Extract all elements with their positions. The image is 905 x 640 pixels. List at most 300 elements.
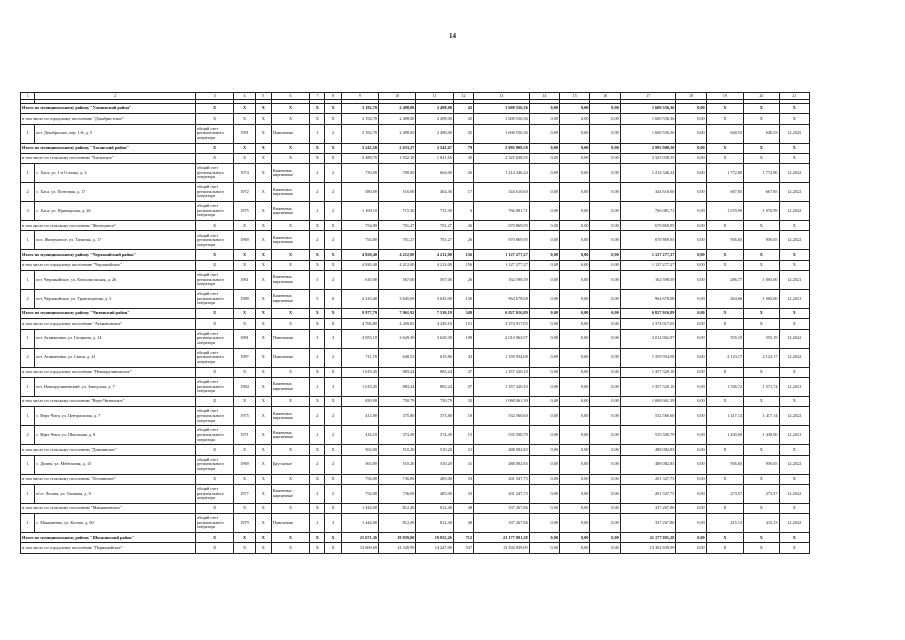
table-cell: 201 347,75 xyxy=(474,474,530,484)
table-cell: X xyxy=(706,260,743,270)
table-cell: X xyxy=(255,348,271,367)
table-cell: 2 498,00 xyxy=(416,104,453,114)
table-cell: 4 766,80 xyxy=(341,319,378,329)
table-cell: 162 598,59 xyxy=(620,271,676,290)
table-cell: общий счет регионального оператора xyxy=(195,164,233,183)
table-cell: 667,85 xyxy=(706,183,743,202)
table-cell: 0,00 xyxy=(529,202,559,221)
table-cell: 1969 xyxy=(234,231,255,250)
table-cell: X xyxy=(779,250,809,260)
table-cell: 0,00 xyxy=(560,445,590,455)
table-cell: 337 267,86 xyxy=(474,503,530,513)
table-cell: 563,00 xyxy=(341,445,378,455)
table-cell: 750,79 xyxy=(379,396,416,406)
table-cell: 736,00 xyxy=(379,484,416,503)
table-cell: 510,20 xyxy=(416,445,453,455)
table-cell: общий счет регионального оператора xyxy=(195,348,233,367)
table-cell: 1979 xyxy=(234,514,255,533)
table-cell: 2 xyxy=(21,290,35,309)
table-cell: X xyxy=(744,445,779,455)
table-cell: 0,00 xyxy=(590,309,620,319)
table-cell: в том числе по городскому поселению "Черлакайское" xyxy=(21,260,196,270)
table-cell: X xyxy=(234,104,255,114)
table-cell: X xyxy=(234,396,255,406)
table-cell: X xyxy=(706,221,743,231)
table-cell: 0,00 xyxy=(676,309,706,319)
table-cell: 1 444,00 xyxy=(341,503,378,513)
table-cell: 0,00 xyxy=(590,533,620,543)
table-cell: 883,24 xyxy=(379,367,416,377)
table-cell: 488 082,83 xyxy=(474,445,530,455)
table-cell: 0,00 xyxy=(590,377,620,396)
table-cell: 0,00 xyxy=(560,329,590,348)
table-cell: 667,85 xyxy=(744,183,779,202)
table-cell: 0,00 xyxy=(590,250,620,260)
table-cell: X xyxy=(234,319,255,329)
table-cell: X xyxy=(744,309,779,319)
table-cell: 33 xyxy=(453,474,473,484)
table-cell: X xyxy=(255,319,271,329)
table-cell: 1972 xyxy=(234,183,255,202)
table-cell: X xyxy=(234,543,255,553)
table-cell: общий счет регионального оператора xyxy=(195,290,233,309)
table-cell: X xyxy=(255,309,271,319)
table-cell: 1 357 320,10 xyxy=(620,377,676,396)
table-cell: 1 430,00 xyxy=(744,426,779,445)
table-cell: 0,00 xyxy=(590,514,620,533)
table-cell: 0,00 xyxy=(560,533,590,543)
table-cell: 201 347,75 xyxy=(474,484,530,503)
table-cell: 3 192,70 xyxy=(341,114,378,124)
table-cell: Панельные xyxy=(271,348,309,367)
table-row xyxy=(21,407,810,426)
summary-row xyxy=(21,260,810,270)
table-cell: 15 xyxy=(560,93,590,100)
table-cell: 2 xyxy=(325,164,341,183)
table-cell: X xyxy=(255,290,271,309)
table-cell: X xyxy=(255,367,271,377)
table-cell: Каменные, кирпичные xyxy=(271,484,309,503)
table-cell: X xyxy=(310,319,325,329)
table-cell: 739,00 xyxy=(341,164,378,183)
table-cell: 516,00 xyxy=(379,183,416,202)
table-cell: Брусчатые xyxy=(271,455,309,474)
table-cell: X xyxy=(255,503,271,513)
table-cell: 812,40 xyxy=(416,503,453,513)
table-cell: 48 xyxy=(453,514,473,533)
table-cell: 0,00 xyxy=(590,231,620,250)
table-cell: 344 610,60 xyxy=(620,183,676,202)
table-cell: 0,00 xyxy=(529,153,559,163)
table-cell: X xyxy=(706,143,743,153)
table-cell: X xyxy=(255,329,271,348)
table-cell: с. Маккавеево, ул. Котова, д. 60 xyxy=(35,514,196,533)
table-cell: X xyxy=(310,250,325,260)
table-cell: 3 xyxy=(195,93,233,100)
table-cell: X xyxy=(271,445,309,455)
table-cell: 2 xyxy=(325,348,341,367)
table-cell: 0,00 xyxy=(560,114,590,124)
table-cell: 8 xyxy=(325,93,341,100)
table-cell: Панельные xyxy=(271,514,309,533)
table-cell: X xyxy=(255,474,271,484)
table-cell: 1 065,00 xyxy=(744,271,779,290)
table-cell: X xyxy=(779,445,809,455)
summary-row xyxy=(21,533,810,543)
table-cell: 337 267,86 xyxy=(474,514,530,533)
table-cell: 956,65 xyxy=(744,231,779,250)
table-cell: в том числе по городскому поселению "Атамановское" xyxy=(21,319,196,329)
table-cell: с. Хаса, ул. Почтовая, д. 17 xyxy=(35,183,196,202)
table-cell: 1 xyxy=(21,377,35,396)
summary-row xyxy=(21,143,810,153)
table-cell: 0,00 xyxy=(560,231,590,250)
page-number: 14 xyxy=(449,32,456,40)
table-cell: 2 123,17 xyxy=(744,348,779,367)
table-cell: 2 xyxy=(325,455,341,474)
table-cell: общий счет регионального оператора xyxy=(195,514,233,533)
table-cell: 79 xyxy=(453,143,473,153)
table-cell: 2 995 908,50 xyxy=(474,143,530,153)
table-row xyxy=(21,348,810,367)
table-cell: X xyxy=(310,396,325,406)
table-cell: 0,00 xyxy=(676,250,706,260)
table-cell: X xyxy=(779,319,809,329)
table-cell: 701,27 xyxy=(416,231,453,250)
table-cell: X xyxy=(706,309,743,319)
table-cell: X xyxy=(744,503,779,513)
table-cell: 48 xyxy=(453,503,473,513)
table-cell: X xyxy=(779,503,809,513)
table-cell: X xyxy=(779,114,809,124)
table-cell: 0,00 xyxy=(529,124,559,143)
table-cell: 1 359 954,08 xyxy=(474,348,530,367)
table-cell: 273,57 xyxy=(744,484,779,503)
table-cell: 6 827 016,89 xyxy=(620,309,676,319)
table-cell: X xyxy=(195,143,233,153)
table-cell: 0,00 xyxy=(676,329,706,348)
table-cell: 0,00 xyxy=(676,114,706,124)
table-cell: 1 536,72 xyxy=(706,377,743,396)
table-cell: 712 xyxy=(453,533,473,543)
table-cell: 45 xyxy=(453,153,473,163)
table-cell: общий счет регионального оператора xyxy=(195,202,233,221)
table-cell: 2 498,00 xyxy=(416,114,453,124)
table-cell: X xyxy=(744,143,779,153)
table-cell: 2 498,00 xyxy=(379,124,416,143)
table-cell: 3 645,00 xyxy=(379,290,416,309)
table-cell: 1969 xyxy=(234,455,255,474)
table-cell: 6 827 016,89 xyxy=(474,309,530,319)
table-cell: 2 xyxy=(310,377,325,396)
table-cell: 0,00 xyxy=(676,445,706,455)
table-cell: пос. Жемчужное, ул. Таежная, д. 17 xyxy=(35,231,196,250)
table-cell: 1 127 277,27 xyxy=(474,250,530,260)
table-cell: 1991 xyxy=(234,124,255,143)
table-cell: X xyxy=(255,104,271,114)
table-cell: 0,00 xyxy=(529,114,559,124)
table-cell: X xyxy=(310,367,325,377)
table-cell: 532 560,60 xyxy=(620,407,676,426)
table-cell: 0,00 xyxy=(590,484,620,503)
table-cell: 956,65 xyxy=(706,231,743,250)
table-cell: 2 xyxy=(325,124,341,143)
table-cell: 12.2022 xyxy=(779,183,809,202)
table-cell: 0,00 xyxy=(676,231,706,250)
table-cell: общий счет регионального оператора xyxy=(195,271,233,290)
table-cell: 1 600 556,36 xyxy=(620,104,676,114)
table-cell: 0,00 xyxy=(560,221,590,231)
table-cell: 415,13 xyxy=(744,514,779,533)
table-cell: X xyxy=(271,143,309,153)
table-cell: 0,00 xyxy=(529,367,559,377)
table-cell: 0,00 xyxy=(560,503,590,513)
table-cell: X xyxy=(779,543,809,553)
table-cell: Итого по муниципальному району "Читинский район" xyxy=(21,309,196,319)
summary-row xyxy=(21,474,810,484)
table-cell: 26 xyxy=(453,231,473,250)
table-cell: 1 430,00 xyxy=(706,426,743,445)
table-cell: 374,49 xyxy=(379,426,416,445)
table-cell: 670 869,95 xyxy=(474,221,530,231)
table-cell: 0,00 xyxy=(529,319,559,329)
table-cell: X xyxy=(325,503,341,513)
table-cell: 11 xyxy=(416,93,453,100)
table-cell: 19 xyxy=(706,93,743,100)
table-cell: 0,00 xyxy=(529,455,559,474)
table-cell: 1 xyxy=(21,124,35,143)
table-cell: 3 629,30 xyxy=(416,329,453,348)
table-cell: X xyxy=(325,114,341,124)
table-cell: 19 839,00 xyxy=(379,533,416,543)
table-cell: X xyxy=(779,143,809,153)
table-cell: X xyxy=(255,124,271,143)
summary-row xyxy=(21,221,810,231)
table-cell: 3 243,50 xyxy=(341,143,378,153)
table-cell: 1 444,00 xyxy=(341,514,378,533)
table-cell: 640,53 xyxy=(379,348,416,367)
table-cell: 2 xyxy=(325,271,341,290)
table-cell: X xyxy=(744,260,779,270)
table-cell: в том числе по сельскому поселению "Жемчужное" xyxy=(21,221,196,231)
table-cell: 0,00 xyxy=(676,377,706,396)
table-cell: 2 xyxy=(21,348,35,367)
table-cell: 2 xyxy=(310,484,325,503)
table-cell: 0,00 xyxy=(590,202,620,221)
table-cell: 664,00 xyxy=(416,164,453,183)
table-cell: X xyxy=(744,221,779,231)
table-cell: 0,00 xyxy=(560,348,590,367)
table-cell: 0,00 xyxy=(529,271,559,290)
table-cell: 1 068 061,39 xyxy=(620,396,676,406)
table-cell: 0,00 xyxy=(590,271,620,290)
table-cell: X xyxy=(271,503,309,513)
table-cell: X xyxy=(255,426,271,445)
table-cell: 2 xyxy=(21,183,35,202)
table-cell: 12.2021 xyxy=(779,426,809,445)
table-cell: 1 214 346,24 xyxy=(474,164,530,183)
data-table xyxy=(20,92,810,554)
table-cell: 1977 xyxy=(234,484,255,503)
table-cell: X xyxy=(744,153,779,163)
table-cell: 1 xyxy=(21,271,35,290)
table-cell: X xyxy=(779,104,809,114)
table-row xyxy=(21,484,810,503)
table-cell: 12.2021 xyxy=(779,290,809,309)
table-cell: 4 xyxy=(234,93,255,100)
table-cell: X xyxy=(271,474,309,484)
table-cell: 0,00 xyxy=(676,124,706,143)
table-cell: 1987 xyxy=(234,348,255,367)
table-cell: 26 xyxy=(453,164,473,183)
table-cell: X xyxy=(310,221,325,231)
table-cell: 1 068 061,39 xyxy=(474,396,530,406)
table-cell: 2 123,17 xyxy=(706,348,743,367)
table-cell: 0,00 xyxy=(676,533,706,543)
table-cell: 21 177 091,28 xyxy=(474,533,530,543)
table-cell: 1 417,14 xyxy=(706,407,743,426)
table-cell: X xyxy=(234,503,255,513)
table-cell: 0,00 xyxy=(529,329,559,348)
table-cell: 1974 xyxy=(234,164,255,183)
table-cell: X xyxy=(255,514,271,533)
table-cell: 964 678,68 xyxy=(474,290,530,309)
table-cell: X xyxy=(744,104,779,114)
table-cell: Каменные, кирпичные xyxy=(271,271,309,290)
table-cell: 162 598,59 xyxy=(474,271,530,290)
table-cell: 151 xyxy=(453,319,473,329)
table-cell: 13 302 839,09 xyxy=(620,543,676,553)
summary-row xyxy=(21,309,810,319)
table-cell: X xyxy=(234,260,255,270)
table-cell: 4 820,40 xyxy=(341,260,378,270)
table-cell: 0,00 xyxy=(676,104,706,114)
table-cell: 0,00 xyxy=(590,114,620,124)
table-cell: 31 xyxy=(453,445,473,455)
table-cell: 0,00 xyxy=(590,319,620,329)
table-cell: 2 xyxy=(310,407,325,426)
table-cell: X xyxy=(234,153,255,163)
table-cell: 3 xyxy=(325,329,341,348)
summary-row xyxy=(21,367,810,377)
table-cell: 1 xyxy=(21,164,35,183)
table-cell: 0,00 xyxy=(590,124,620,143)
table-cell: 0,00 xyxy=(529,164,559,183)
table-cell: X xyxy=(234,114,255,124)
table-cell: 21 177 091,28 xyxy=(620,533,676,543)
table-cell: 766 081,71 xyxy=(620,202,676,221)
table-cell: 4 210,40 xyxy=(341,290,378,309)
table-cell: 0,00 xyxy=(590,183,620,202)
table-cell: 1 571,74 xyxy=(744,377,779,396)
table-cell: 4 212,00 xyxy=(379,250,416,260)
table-cell: 3 192,70 xyxy=(341,124,378,143)
table-cell: X xyxy=(255,445,271,455)
table-cell: 485,00 xyxy=(416,474,453,484)
table-cell: с. Хаса, ул. Приморская, д. 26 xyxy=(35,202,196,221)
table-cell: X xyxy=(310,143,325,153)
table-cell: X xyxy=(195,104,233,114)
table-cell: 640,53 xyxy=(744,124,779,143)
table-cell: 21 671,36 xyxy=(341,533,378,543)
table-cell: 17 xyxy=(620,93,676,100)
table-cell: 1971 xyxy=(234,426,255,445)
table-cell: 532 560,60 xyxy=(474,407,530,426)
table-cell: 0,00 xyxy=(590,396,620,406)
table-cell: 711,70 xyxy=(341,348,378,367)
table-row xyxy=(21,124,810,143)
table-cell: 416,10 xyxy=(341,426,378,445)
table-cell: пгт. Черлакайское, ул. Комсомольская, д. 26 xyxy=(35,271,196,290)
table-cell: Панельные xyxy=(271,329,309,348)
table-cell: X xyxy=(234,474,255,484)
table-cell: 670 869,95 xyxy=(620,221,676,231)
table-cell: 0,00 xyxy=(529,309,559,319)
table-cell: X xyxy=(706,114,743,124)
table-cell: 0,00 xyxy=(529,484,559,503)
table-cell: X xyxy=(255,260,271,270)
table-cell: п/ст. Лесная, ул. Таежная, д. 9 xyxy=(35,484,196,503)
table-cell: 701,27 xyxy=(416,221,453,231)
table-cell: 510,20 xyxy=(379,455,416,474)
table-cell: 1 600 556,36 xyxy=(474,124,530,143)
table-cell: 375,80 xyxy=(379,407,416,426)
table-cell: 2 xyxy=(310,426,325,445)
table-cell: 130 xyxy=(453,290,473,309)
table-cell: Каменные, кирпичные xyxy=(271,377,309,396)
table-cell: X xyxy=(744,533,779,543)
table-cell: 26 xyxy=(453,221,473,231)
table-cell: 12.2022 xyxy=(779,348,809,367)
table-cell: 1984 xyxy=(234,377,255,396)
table-cell: 1975 xyxy=(234,202,255,221)
table-cell: 0,00 xyxy=(560,367,590,377)
table-cell: с. Верх-Чита, ул. Школьная, д. 8 xyxy=(35,426,196,445)
table-cell: 0,00 xyxy=(529,231,559,250)
table-cell: 0,00 xyxy=(560,474,590,484)
summary-row xyxy=(21,503,810,513)
table-cell: X xyxy=(325,143,341,153)
table-cell: 0,00 xyxy=(676,367,706,377)
table-cell: 0,00 xyxy=(590,407,620,426)
table-cell: 0,00 xyxy=(529,143,559,153)
table-row xyxy=(21,202,810,221)
table-cell: 4 055,10 xyxy=(341,329,378,348)
summary-row xyxy=(21,104,810,114)
table-cell: Каменные, кирпичные xyxy=(271,407,309,426)
table-cell: 610,00 xyxy=(341,271,378,290)
table-cell: 5 xyxy=(310,290,325,309)
table-cell: 956,65 xyxy=(706,455,743,474)
table-cell: X xyxy=(325,396,341,406)
table-cell: 14 xyxy=(529,93,559,100)
table-cell: 9 977,79 xyxy=(341,309,378,319)
table-cell: X xyxy=(310,153,325,163)
table-cell: X xyxy=(234,221,255,231)
table-cell: X xyxy=(325,104,341,114)
table-cell: 1 xyxy=(21,231,35,250)
table-cell: 0,00 xyxy=(676,221,706,231)
table-cell: 0,00 xyxy=(529,543,559,553)
table-cell: X xyxy=(255,484,271,503)
table-cell: 12.2021 xyxy=(779,271,809,290)
table-cell: X xyxy=(195,319,233,329)
table-cell: 45 xyxy=(453,114,473,124)
table-cell: X xyxy=(255,231,271,250)
table-cell: X xyxy=(255,250,271,260)
table-cell: 43 xyxy=(453,348,473,367)
table-cell: 488 082,83 xyxy=(474,455,530,474)
